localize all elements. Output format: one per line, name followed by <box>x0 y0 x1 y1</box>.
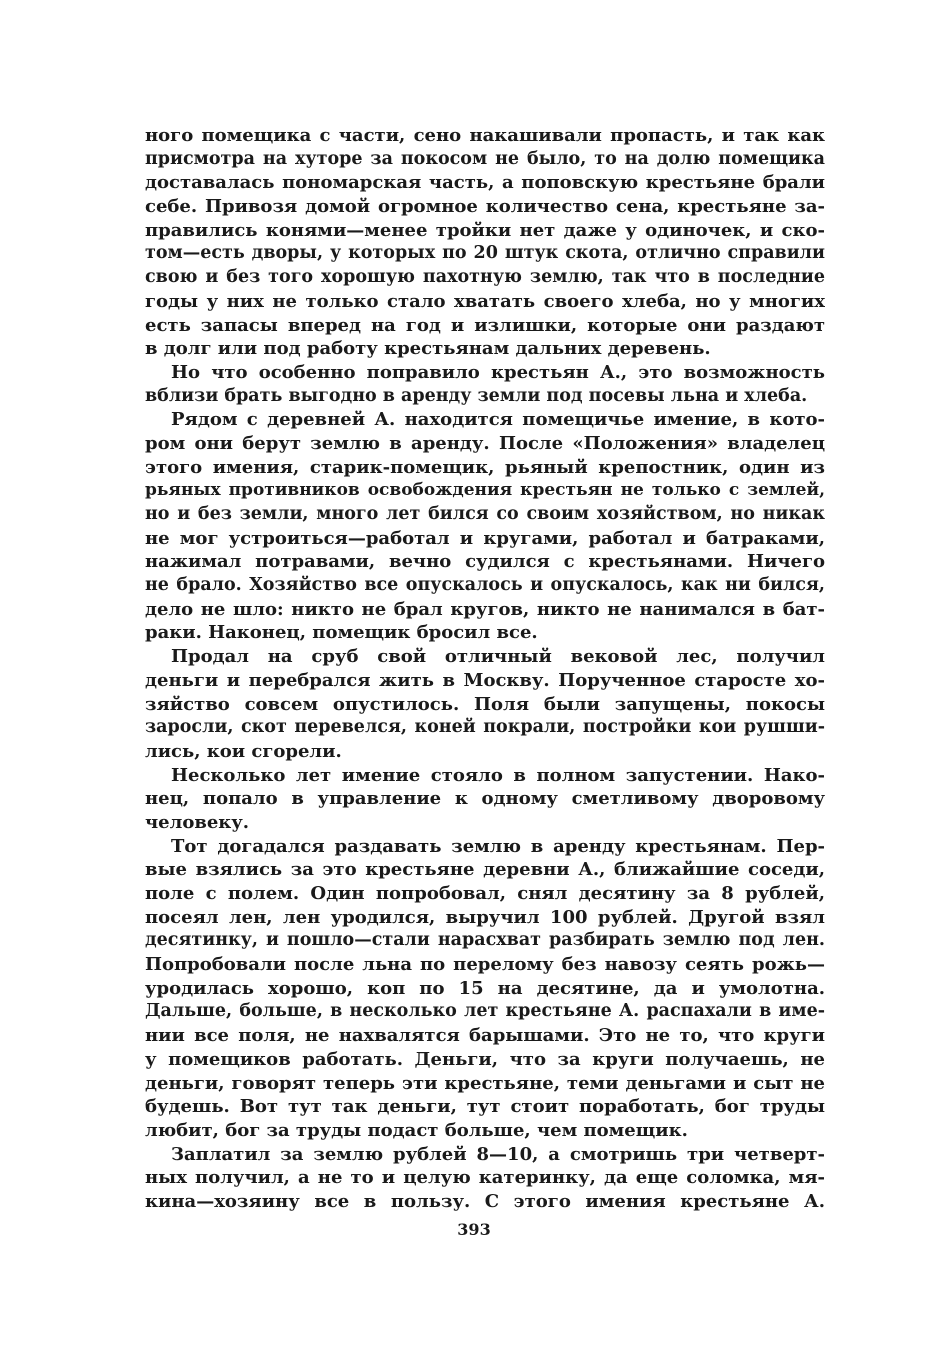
text-line: но и без земли, много лет бился со своим хозяйством, но никак <box>145 504 825 524</box>
text-line: вблизи брать выгодно в аренду земли под посевы льна и хлеба. <box>145 385 808 406</box>
text-line: рьяных противников освобождения крестьян не только с землей, <box>145 480 825 501</box>
text-line: Дальше, больше, в несколько лет крестьяне А. распахали в име- <box>145 1001 825 1022</box>
text-line: вые взялись за это крестьяне деревни А., ближайшие соседи, <box>145 859 825 881</box>
text-line: Заплатил за землю рублей 8—10, а смотришь три четверт- <box>171 1143 825 1165</box>
text-line: не брало. Хозяйство все опускалось и опускалось, как ни бился, <box>145 575 825 596</box>
text-line: уродилась хорошо, коп по 15 на десятине, да и умолотна. <box>145 977 825 999</box>
text-line: ного помещика с части, сено накашивали пропасть, и так как <box>145 125 825 146</box>
text-line: Тот догадался раздавать землю в аренду крестьянам. Пер- <box>171 835 825 857</box>
text-line: нии все поля, не нахвалятся барышами. Это не то, что круги <box>145 1025 825 1047</box>
text-line: дело не шло: никто не брал кругов, никто не нанимался в бат- <box>145 598 825 620</box>
text-line: ных получил, а не то и целую катеринку, да еще соломка, мя- <box>145 1167 825 1189</box>
text-line: правились конями—менее тройки нет даже у одиночек, и ско- <box>145 219 825 241</box>
text-line: будешь. Вот тут так деньги, тут стоит поработать, бог труды <box>145 1096 825 1118</box>
text-line: присмотра на хуторе за покосом не было, то на долю помещика <box>145 148 825 169</box>
text-line: посеял лен, лен уродился, выручил 100 рублей. Другой взял <box>145 906 825 928</box>
text-line: себе. Привозя домой огромное количество сена, крестьяне за- <box>145 196 825 218</box>
text-line: лись, кои сгорели. <box>145 740 342 762</box>
text-line: нец, попало в управление к одному сметливому дворовому <box>145 788 825 810</box>
text-line: любит, бог за труды подаст больше, чем помещик. <box>145 1119 688 1141</box>
text-line: свою и без того хорошую пахотную землю, так что в последние <box>145 267 825 288</box>
text-line: у помещиков работать. Деньги, что за круги получаешь, не <box>145 1048 825 1070</box>
text-line: годы у них не только стало хватать своего хлеба, но у многих <box>145 290 825 312</box>
body-text <box>145 124 825 1214</box>
text-line: нажимал потравами, вечно судился с крестьянами. Ничего <box>145 551 825 573</box>
text-line: в долг или под работу крестьянам дальних деревень. <box>145 338 711 360</box>
text-line: деньги, говорят теперь эти крестьяне, теми деньгами и сыт не <box>145 1072 825 1094</box>
text-line: есть запасы вперед на год и излишки, которые они раздают <box>145 314 825 336</box>
text-line: раки. Наконец, помещик бросил все. <box>145 622 538 644</box>
text-line: кина—хозяину все в пользу. С этого имения крестьяне А. <box>145 1190 825 1212</box>
text-line: Но что особенно поправило крестьян А., это возможность <box>171 361 825 383</box>
text-line: зяйство совсем опустилось. Поля были запущены, покосы <box>145 693 825 715</box>
text-line: ром они берут землю в аренду. После «Положения» владелец <box>145 432 825 454</box>
text-line: Несколько лет имение стояло в полном запустении. Нако- <box>171 764 825 786</box>
text-line: поле с полем. Один попробовал, снял десятину за 8 рублей, <box>145 883 825 904</box>
text-line: Продал на сруб свой отличный вековой лес, получил <box>171 646 825 668</box>
text-line: деньги и перебрался жить в Москву. Порученное старосте хо- <box>145 669 825 691</box>
text-line: этого имения, старик-помещик, рьяный крепостник, один из <box>145 456 825 478</box>
page-number: 393 <box>457 1220 491 1239</box>
text-line: Рядом с деревней А. находится помещичье имение, в кото- <box>171 409 825 431</box>
text-line: человеку. <box>145 811 250 833</box>
text-line: Попробовали после льна по перелому без навозу сеять рожь— <box>145 954 825 976</box>
text-line: доставалась пономарская часть, а поповскую крестьяне брали <box>145 172 825 194</box>
text-line: заросли, скот перевелся, коней покрали, постройки кои рушши- <box>145 717 825 738</box>
text-line: том—есть дворы, у которых по 20 штук скота, отлично справили <box>145 243 825 264</box>
text-line: не мог устроиться—работал и кругами, работал и батраками, <box>145 527 825 549</box>
text-line: десятинку, и пошло—стали нарасхват разбирать землю под лен. <box>145 930 825 951</box>
